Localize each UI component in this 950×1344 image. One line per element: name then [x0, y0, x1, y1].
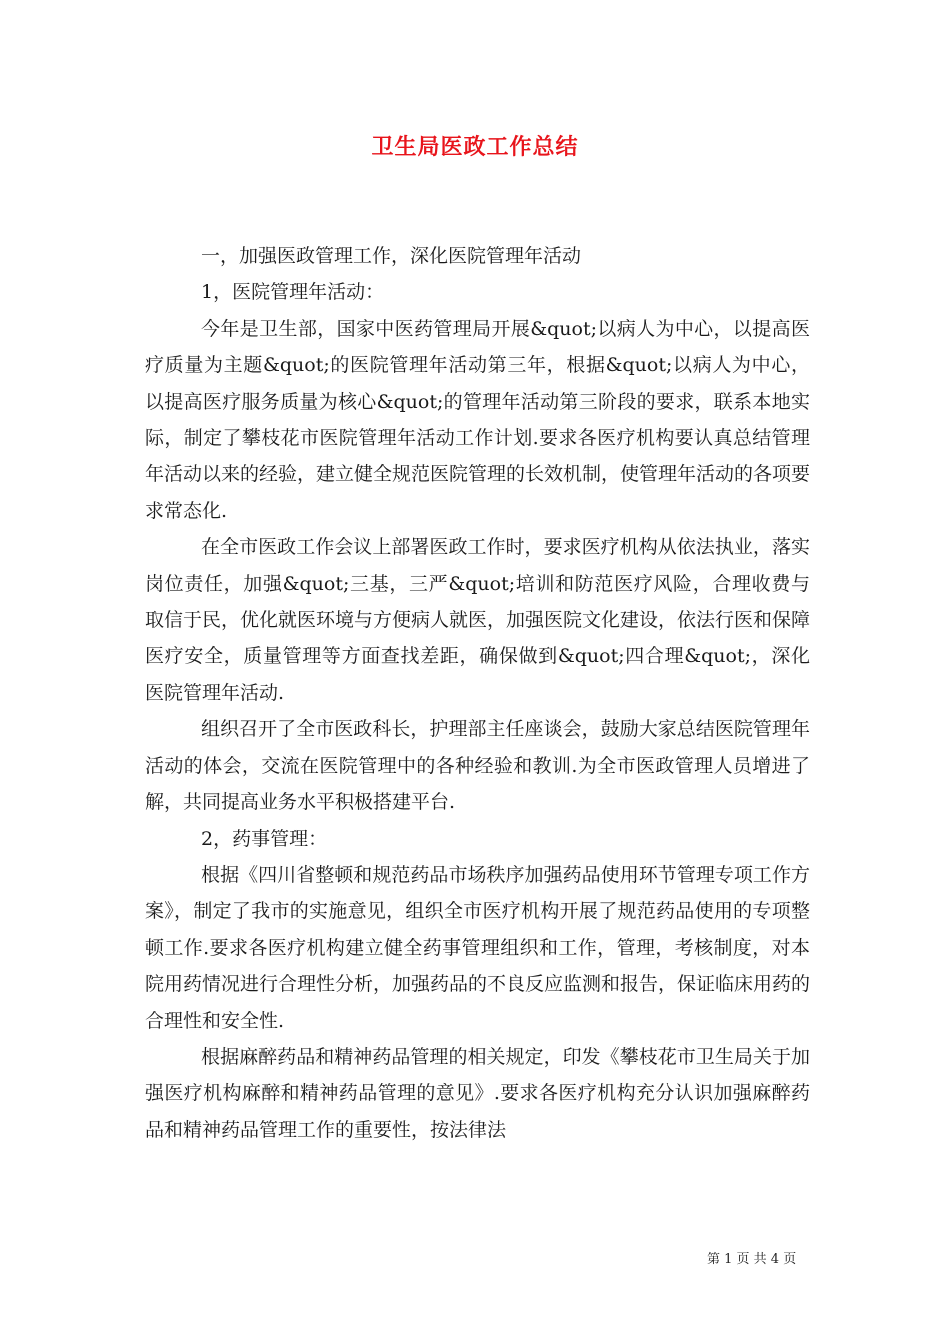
- document-title: 卫生局医政工作总结: [371, 134, 579, 160]
- paragraph: 今年是卫生部，国家中医药管理局开展&quot;以病人为中心，以提高医疗质量为主题&quot;的医院管理年活动第三年，根据&quot;以病人为中心，以提高医疗服务质量为核心&quot;的管理年活动第三阶段的要求，联系本地实际，制定了攀枝花市医院管理年活动工作计划.要求各医疗机构要认真总结管理年活动以来的经验，建立健全规范医院管理的长效机制，使管理年活动的各项要求常态化.: [145, 317, 811, 522]
- section-heading: 一，加强医政管理工作，深化医院管理年活动: [201, 245, 582, 267]
- paragraph: 根据《四川省整顿和规范药品市场秩序加强药品使用环节管理专项工作方案》，制定了我市的实施意见，组织全市医疗机构开展了规范药品使用的专项整顿工作.要求各医疗机构建立健全药事管理组织和工作，管理，考核制度，对本院用药情况进行合理性分析，加强药品的不良反应监测和报告，保证临床用药的合理性和安全性.: [145, 863, 811, 1032]
- page-number-footer: 第 1 页 共 4 页: [707, 1252, 797, 1267]
- subsection-heading: 2，药事管理：: [201, 827, 328, 850]
- paragraph: 根据麻醉药品和精神药品管理的相关规定，印发《攀枝花市卫生局关于加强医疗机构麻醉和精神药品管理的意见》.要求各医疗机构充分认识加强麻醉药品和精神药品管理工作的重要性，按法律法: [145, 1045, 810, 1141]
- paragraph: 组织召开了全市医政科长，护理部主任座谈会，鼓励大家总结医院管理年活动的体会，交流在医院管理中的各种经验和教训.为全市医政管理人员增进了解，共同提高业务水平积极搭建平台.: [145, 718, 810, 814]
- paragraph: 在全市医政工作会议上部署医政工作时，要求医疗机构从依法执业，落实岗位责任，加强&quot;三基，三严&quot;培训和防范医疗风险，合理收费与取信于民，优化就医环境与方便病人就医，加强医院文化建设，依法行医和保障医疗安全，质量管理等方面查找差距，确保做到&quot;四合理&quot;，深化医院管理年活动.: [145, 536, 811, 704]
- subsection-heading: 1，医院管理年活动：: [201, 281, 385, 304]
- document-body: [145, 238, 810, 1148]
